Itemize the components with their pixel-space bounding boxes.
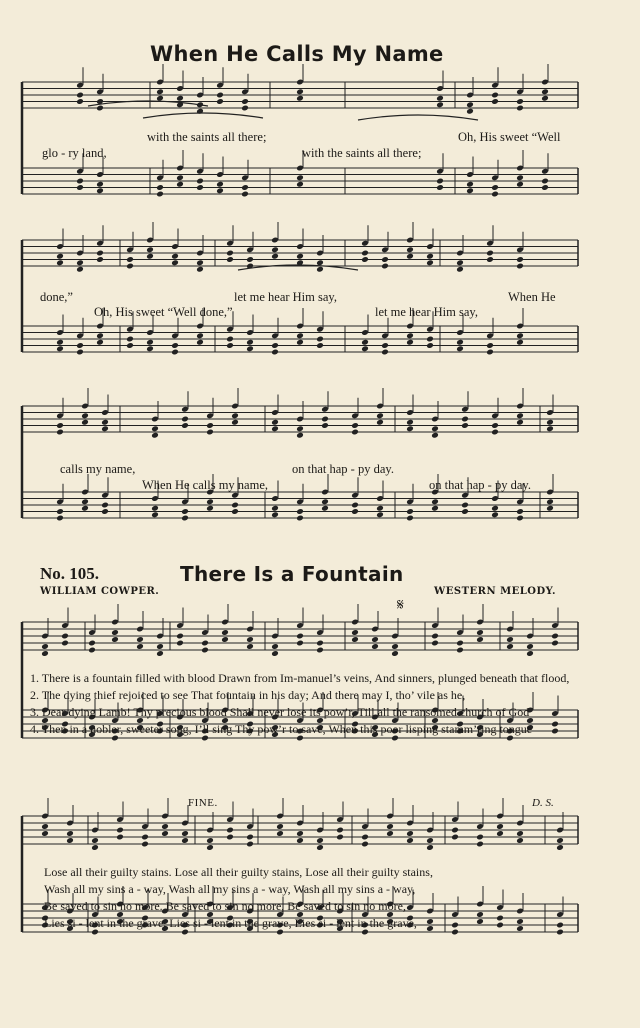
- verse-line-1a: 1. There is a fountain filled with blood Drawn from Im-manuel’s veins, And sinners, plunged beneath that flood,: [30, 671, 570, 685]
- lyric-line: done,”: [40, 290, 73, 304]
- segno-sign: 𝄋: [397, 597, 404, 614]
- fine-mark: FINE.: [188, 797, 218, 809]
- verse-line-3b: Be saved to sin no more. Be saved to sin no more, Be saved to sin no more,: [44, 899, 406, 913]
- verse-line-2a: 2. The dying thief rejoiced to see That fountain in his day; And there may I, tho’ vile as he,: [30, 688, 466, 702]
- tune-credit: WESTERN MELODY.: [434, 586, 557, 597]
- verse-line-3a: 3. Dear dying Lamb! Thy precious blood Shall never lose its pow’r, Till all the ransomed church of God: [30, 705, 530, 719]
- lyric-line: glo - ry land,: [42, 146, 107, 160]
- verse-line-1b: Lose all their guilty stains. Lose all their guilty stains, Lose all their guilty stains,: [44, 865, 433, 879]
- author-credit: WILLIAM COWPER.: [40, 586, 160, 597]
- lyric-line: let me hear Him say,: [375, 305, 478, 319]
- verse-line-4a: 4. Then in a nobler, sweeter song, I’ll sing Thy pow’r to save, When this poor lisping stamm’ring tongue: [30, 722, 533, 736]
- da-segno-mark: D. S.: [532, 797, 554, 809]
- song-title-when-he-calls: When He Calls My Name: [150, 42, 444, 66]
- lyric-line: When He: [508, 290, 556, 304]
- lyric-line: with the saints all there;: [302, 146, 422, 160]
- lyric-line: with the saints all there;: [147, 130, 267, 144]
- lyric-line: Oh, His sweet “Well: [458, 130, 561, 144]
- lyric-line: calls my name,: [60, 462, 136, 476]
- verse-line-4b: Lies si - lent in the grave. Lies si - lent in the grave, Lies si - lent in the grave,: [44, 916, 417, 930]
- lyric-line: Oh, His sweet “Well done,”: [94, 305, 233, 319]
- hymn-number: No. 105.: [40, 564, 100, 583]
- lyric-line: on that hap - py day.: [292, 462, 394, 476]
- lyric-line: When He calls my name,: [142, 478, 268, 492]
- lyric-line: let me hear Him say,: [234, 290, 337, 304]
- song-title-there-is-a-fountain: There Is a Fountain: [180, 562, 404, 586]
- lyric-line: on that hap - py day.: [429, 478, 531, 492]
- verse-line-2b: Wash all my sins a - way, Wash all my sins a - way, Wash all my sins a - way,: [44, 882, 416, 896]
